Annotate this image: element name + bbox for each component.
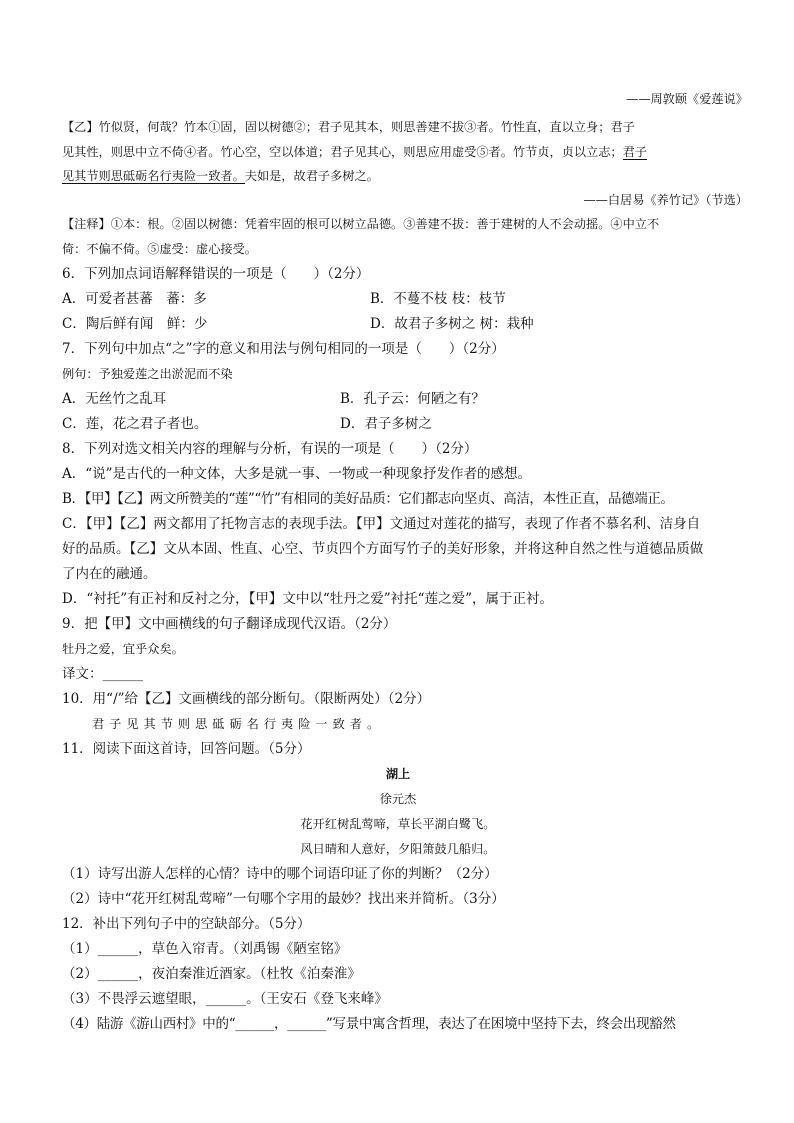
poem-line-1: 花开红树乱莺啼，草长平湖白鹭飞。 (300, 817, 496, 831)
q11-part-1: （1）诗写出游人怎样的心情？诗中的哪个词语印证了你的判断？（2分） (62, 866, 498, 882)
question-6: 6．下列加点词语解释错误的一项是（ ）（2分） (62, 266, 370, 282)
passage-yi-line2-text: 见其性，则思中立不倚④者。竹心空，空以体道；君子见其心，则思应用虚受⑤者。竹节贞，贞以立志； (62, 145, 623, 159)
question-9: 9．把【甲】文中画横线的句子翻译成现代汉语。（2分） (62, 616, 397, 632)
q12-item-2[interactable]: （2）______，夜泊秦淮近酒家。（杜牧《泊秦淮》 (62, 966, 361, 982)
q8-option-a: A．“说”是古代的一种文体，大多是就一事、一物或一种现象抒发作者的感想。 (62, 466, 532, 482)
passage-yi-line3-text: 夫如是，故君子多树之。 (244, 169, 379, 183)
q6-option-b: B．不蔓不枝 枝：枝节 (370, 291, 506, 307)
q7-example: 例句：予独爱莲之出淤泥而不染 (62, 367, 233, 381)
question-7: 7．下列句中加点“之”字的意义和用法与例句相同的一项是（ ）（2分） (62, 341, 505, 357)
poem-line-2: 风日晴和人意好，夕阳箫鼓几船归。 (300, 842, 496, 856)
q9-sentence: 牡丹之爱，宜乎众矣。 (62, 642, 184, 656)
question-10: 10．用“/”给【乙】文画横线的部分断句。（限断两处）（2分） (62, 691, 431, 707)
passage-yi-line2 (62, 143, 734, 161)
question-8: 8．下列对选文相关内容的理解与分析，有误的一项是（ ）（2分） (62, 441, 478, 457)
q7-option-a: A．无丝竹之乱耳 (62, 391, 167, 407)
q8-option-d: D．“衬托”有正衬和反衬之分，【甲】文中以“牡丹之爱”衬托“莲之爱”，属于正衬。 (62, 591, 553, 607)
question-11: 11．阅读下面这首诗，回答问题。（5分） (62, 741, 311, 757)
question-12: 12．补出下列句子中的空缺部分。（5分） (62, 916, 311, 932)
q6-option-d: D．故君子多树之 树：栽种 (370, 316, 534, 332)
annotation-line1: 【注释】①本：根。②固以树德：凭着牢固的根可以树立品德。③善建不拔：善于建树的人不会动摇。④中立不 (62, 217, 660, 231)
passage-yi-line1: 【乙】竹似贤，何哉？竹本①固，固以树德②；君子见其本，则思善建不拔③者。竹性直，直以立身；君子 (62, 120, 635, 134)
attribution-zhou: ——周敦颐《爱莲说》 (626, 92, 748, 106)
underlined-sentence-start: 君子 (622, 145, 647, 159)
q7-option-b: B．孔子云：何陋之有？ (340, 391, 485, 407)
q8-option-c-line2: 好的品质。【乙】文从本固、性直、心空、节贞四个方面写竹子的美好形象，并将这种自然之性与道德品质做 (62, 541, 704, 557)
q8-option-c-line1: C．【甲】【乙】两文都用了托物言志的表现手法。【甲】文通过对莲花的描写，表现了作者不慕名利、洁身自 (62, 516, 701, 532)
annotation-line2: 倚：不偏不倚。⑤虚受：虚心接受。 (62, 242, 257, 256)
q7-option-c: C．莲，花之君子者也。 (62, 416, 208, 432)
q6-option-c: C．陶后鲜有闻 鲜：少 (62, 316, 208, 332)
q12-item-1[interactable]: （1）______，草色入帘青。（刘禹锡《陋室铭》 (62, 941, 348, 957)
q8-option-b: B．【甲】【乙】两文所赞美的“莲”“竹”有相同的美好品质：它们都志向坚贞、高洁，本性正直，品德端正。 (62, 491, 674, 507)
q12-item-3[interactable]: （3）不畏浮云遮望眼，______。（王安石《登飞来峰》 (62, 991, 388, 1007)
attribution-bai: ——白居易《养竹记》（节选） (583, 193, 748, 207)
q12-item-4[interactable]: （4）陆游《游山西村》中的“______，______”写景中寓含哲理，表达了在困境中坚持下去，终会出现豁然 (62, 1016, 676, 1032)
q8-option-c-line3: 了内在的融通。 (62, 566, 157, 582)
poem-title: 湖上 (385, 767, 411, 781)
q11-part-2: （2）诗中“花开红树乱莺啼”一句哪个字用的最妙？找出来并简析。（3分） (62, 891, 505, 907)
q10-sentence: 君子见其节则思砥砺名行夷险一致者。 (92, 717, 385, 731)
q7-option-d: D．君子多树之 (340, 416, 432, 432)
underlined-sentence-end: 见其节则思砥砺名行夷险一致者。 (62, 169, 245, 183)
poem-author: 徐元杰 (379, 792, 417, 806)
q9-translation-blank[interactable]: 译文：______ (62, 666, 143, 682)
q6-option-a: A．可爱者甚蕃 蕃：多 (62, 291, 207, 307)
passage-yi-line3 (62, 167, 734, 185)
